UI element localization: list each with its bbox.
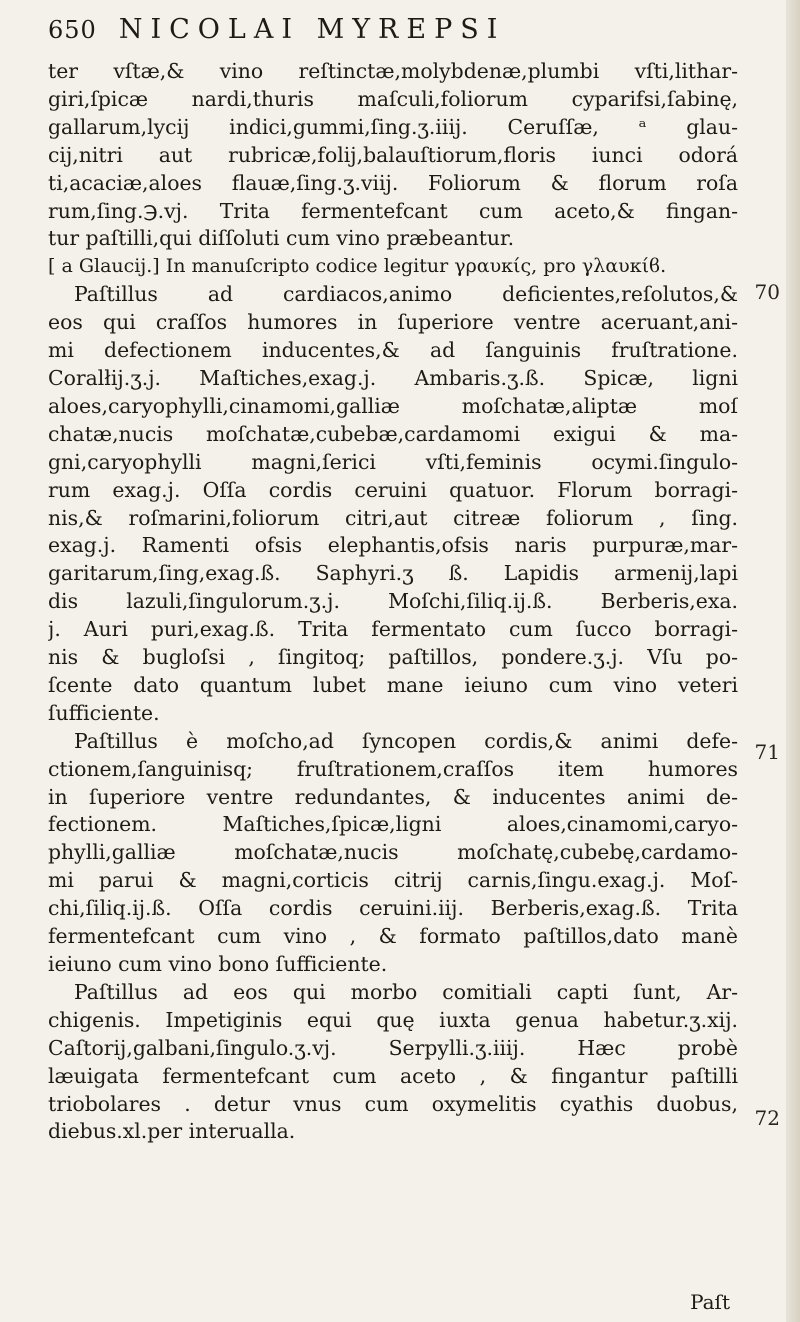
- text-line: fermentefcant cum vino , & formato paſtillos,dato manè: [48, 924, 738, 949]
- text-line: ctionem,ſanguinisq; fruſtrationem,craſſos item humores: [48, 756, 738, 781]
- margin-number: 70: [754, 280, 780, 304]
- footnote-line: [ a Glaucij.] In manuſcripto codice legitur γραυκίς, pro γλαυκίϐ.: [48, 255, 667, 278]
- text-line: garitarum,ſing,exag.ß. Saphyri.ʒ ß. Lapidis armenij,lapi: [48, 561, 738, 586]
- text-line: ieiuno cum vino bono ſufficiente.: [48, 952, 388, 976]
- text-line: Paſtillus ad cardiacos,animo deficientes,reſolutos,&: [74, 282, 738, 307]
- text-line: eos qui craſſos humores in ſuperiore ventre aceruant,ani-: [48, 310, 738, 335]
- catchword: Paſt: [690, 1290, 730, 1314]
- text-line: Paſtillus è moſcho,ad ſyncopen cordis,& animi defe-: [74, 728, 738, 753]
- text-line: gallarum,lycij indici,gummi,ſing.ʒ.iiij. Ceruſſæ, ᵃ glau-: [48, 114, 738, 139]
- running-title: NICOLAI MYREPSI: [118, 14, 506, 45]
- page-edge: [786, 0, 800, 1322]
- text-line: chigenis. Impetiginis equi quę iuxta genua habetur.ʒ.xij.: [48, 1007, 738, 1032]
- text-line: phylli,galliæ moſchatæ,nucis moſchatę,cubebę,cardamo-: [48, 840, 738, 865]
- text-line: ti,acaciæ,aloes flauæ,ſing.ʒ.viij. Foliorum & florum roſa: [48, 170, 738, 195]
- margin-number: 71: [754, 740, 780, 764]
- text-line: dis lazuli,ſingulorum.ʒ.j. Moſchi,ſiliq.ij.ß. Berberis,exa.: [48, 589, 738, 614]
- text-line: nis,& roſmarini,foliorum citri,aut citreæ foliorum , ſing.: [48, 505, 738, 530]
- text-line: chatæ,nucis moſchatæ,cubebæ,cardamomi exigui & ma-: [48, 421, 738, 446]
- text-line: gni,caryophylli magni,ſerici vſti,feminis ocymi.ſingulo-: [48, 449, 738, 474]
- text-line: ter vſtæ,& vino reſtinctæ,molybdenæ,plumbi vſti,lithar-: [48, 59, 738, 83]
- page-header: [48, 14, 738, 48]
- text-line: læuigata fermentefcant cum aceto , & fingantur paſtilli: [48, 1063, 738, 1088]
- text-line: fectionem. Maſtiches,ſpicæ,ligni aloes,cinamomi,caryo-: [48, 812, 738, 837]
- text-line: nis & bugloſsi , ſingitoq; paſtillos, pondere.ʒ.j. Vſu po-: [48, 645, 738, 670]
- text-line: triobolares . detur vnus cum oxymelitis cyathis duobus,: [48, 1091, 738, 1116]
- text-line: in ſuperiore ventre redundantes, & inducentes animi de-: [48, 784, 738, 809]
- text-line: giri,ſpicæ nardi,thuris maſculi,foliorum cyparifsi,ſabinę,: [48, 86, 738, 111]
- text-line: Coralłij.ʒ.j. Maſtiches,exag.j. Ambaris.ʒ.ß. Spicæ, ligni: [48, 365, 738, 390]
- text-line: mi parui & magni,corticis citrij carnis,ſingu.exag.j. Moſ-: [48, 868, 738, 893]
- text-line: chi,ſiliq.ij.ß. Oſſa cordis ceruini.iij. Berberis,exag.ß. Trita: [48, 896, 738, 921]
- text-line: rum,ſing.℈.vj. Trita fermentefcant cum aceto,& fingan-: [48, 198, 738, 223]
- text-line: Paſtillus ad eos qui morbo comitiali capti ſunt, Ar-: [74, 979, 738, 1004]
- text-line: tur paſtilli,qui diſſoluti cum vino præbeantur.: [48, 226, 515, 251]
- text-line: j. Auri puri,exag.ß. Trita fermentato cum ſucco borragi-: [48, 617, 738, 642]
- page-number: 650: [48, 16, 97, 44]
- text-line: cij,nitri aut rubricæ,folij,balauſtiorum,floris iunci odorá: [48, 142, 738, 167]
- body-text: [48, 58, 738, 1146]
- text-line: rum exag.j. Oſſa cordis ceruini quatuor. Florum borragi-: [48, 477, 738, 502]
- text-line: aloes,caryophylli,cinamomi,galliæ moſchatæ,aliptæ moſ: [48, 393, 738, 418]
- text-line: mi defectionem inducentes,& ad ſanguinis fruſtratione.: [48, 338, 738, 363]
- text-line: diebus.xl.per interualla.: [48, 1119, 296, 1144]
- text-line: ſufficiente.: [48, 700, 160, 725]
- text-line: ſcente dato quantum lubet mane ieiuno cum vino veteri: [48, 672, 738, 697]
- text-line: Caſtorij,galbani,ſingulo.ʒ.vj. Serpylli.ʒ.iiij. Hæc probè: [48, 1035, 738, 1060]
- text-line: exag.j. Ramenti ofsis elephantis,ofsis naris purpuræ,mar-: [48, 533, 738, 558]
- margin-number: 72: [754, 1106, 780, 1130]
